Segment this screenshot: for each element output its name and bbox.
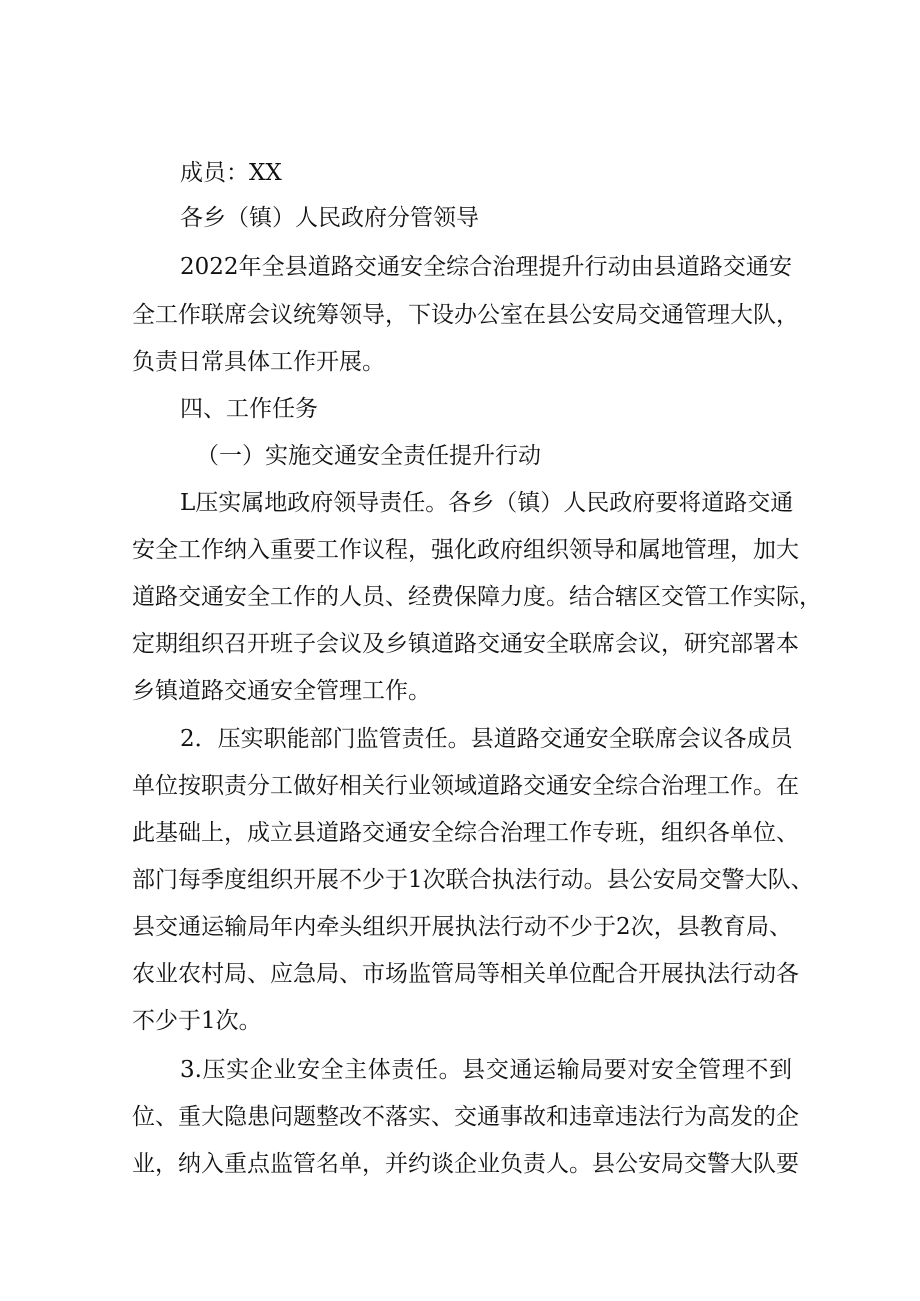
item3-line: 3.压实企业安全主体责任。县交通运输局要对安全管理不到 bbox=[180, 1057, 792, 1083]
item2-line: 农业农村局、应急局、市场监管局等相关单位配合开展执法行动各 bbox=[132, 961, 799, 987]
item2-line: 县交通运输局年内牵头组织开展执法行动不少于2次，县教育局、 bbox=[132, 914, 792, 940]
paragraph-organization-line: 全工作联席会议统筹领导，下设办公室在县公安局交通管理大队， bbox=[132, 302, 799, 328]
paragraph-organization-line: 负责日常具体工作开展。 bbox=[132, 349, 385, 375]
item1-line: 定期组织召开班子会议及乡镇道路交通安全联席会议，研究部署本 bbox=[132, 631, 799, 657]
item2-line: 单位按职责分工做好相关行业领域道路交通安全综合治理工作。在 bbox=[132, 773, 799, 799]
paragraph-organization-line: 2022年全县道路交通安全综合治理提升行动由县道路交通安 bbox=[180, 254, 792, 280]
item2-line: 2．压实职能部门监管责任。县道路交通安全联席会议各成员 bbox=[180, 726, 793, 752]
item2-line: 此基础上，成立县道路交通安全综合治理工作专班，组织各单位、 bbox=[132, 820, 799, 846]
item3-line: 业，纳入重点监管名单，并约谈企业负责人。县公安局交警大队要 bbox=[132, 1151, 799, 1177]
item3-line: 位、重大隐患问题整改不落实、交通事故和违章违法行为高发的企 bbox=[132, 1104, 799, 1130]
item1-line: 道路交通安全工作的人员、经费保障力度。结合辖区交管工作实际， bbox=[132, 584, 822, 610]
township-leaders-line: 各乡（镇）人民政府分管领导 bbox=[180, 205, 479, 231]
item1-line: 乡镇道路交通安全管理工作。 bbox=[132, 678, 431, 704]
item2-line: 不少于1次。 bbox=[132, 1008, 262, 1034]
item1-line: L压实属地政府领导责任。各乡（镇）人民政府要将道路交通 bbox=[180, 490, 794, 516]
item1-line: 安全工作纳入重要工作议程，强化政府组织领导和属地管理，加大 bbox=[132, 537, 799, 563]
item2-line: 部门每季度组织开展不少于1次联合执法行动。县公安局交警大队、 bbox=[132, 867, 814, 893]
section-heading: 四、工作任务 bbox=[180, 396, 318, 422]
subsection-heading: （一）实施交通安全责任提升行动 bbox=[196, 443, 541, 469]
members-line: 成员：XX bbox=[180, 160, 282, 186]
